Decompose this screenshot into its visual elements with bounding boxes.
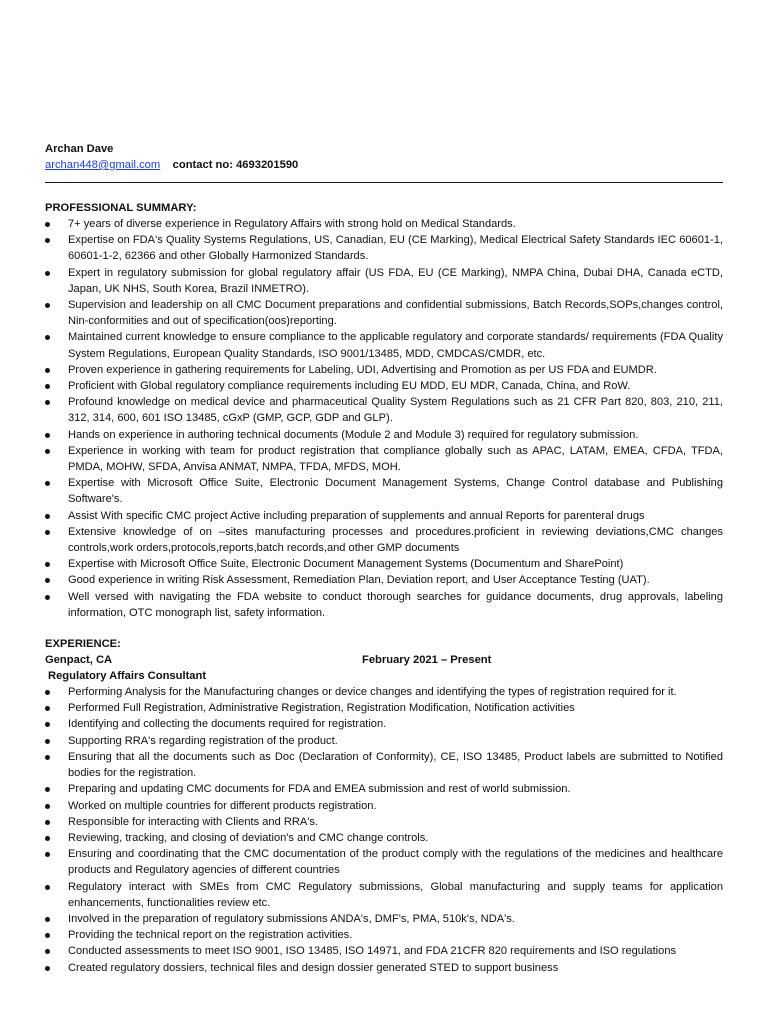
- list-item-text: Supervision and leadership on all CMC Document preparations and confidential submissions, Batch Records,SOPs,changes control, Nin-conformities and out of specification(oos)reporting.: [68, 299, 723, 328]
- list-item-text: Preparing and updating CMC documents for FDA and EMEA submission and rest of world submission.: [68, 783, 571, 796]
- summary-title: PROFESSIONAL SUMMARY:: [45, 202, 197, 214]
- list-item-text: Supporting RRA's regarding registration of the product.: [68, 734, 338, 747]
- list-item-text: Assist With specific CMC project Active including preparation of supplements and annual Reports for parenteral drugs: [68, 509, 645, 522]
- list-item-text: Providing the technical report on the registration activities.: [68, 929, 353, 942]
- bullet-icon: [45, 433, 50, 438]
- bullet-icon: [45, 303, 50, 308]
- bullet-icon: [45, 949, 50, 954]
- section-gap: [45, 621, 723, 636]
- list-item: [45, 362, 723, 378]
- job-header: [45, 652, 723, 668]
- email-link[interactable]: archan448@gmail.com: [45, 159, 161, 171]
- list-item-text: Regulatory interact with SMEs from CMC Regulatory submissions, Global manufacturing and supply teams for application enhancements, functionalities review etc.: [68, 880, 723, 909]
- list-item-text: Performing Analysis for the Manufacturing changes or device changes and identifying the types of registration required for it.: [68, 686, 677, 699]
- bullet-icon: [45, 335, 50, 340]
- list-item: [45, 394, 723, 426]
- list-item-text: Proven experience in gathering requirements for Labeling, UDI, Advertising and Promotion as per US FDA and EUMDR.: [68, 363, 657, 376]
- bullet-icon: [45, 885, 50, 890]
- bullet-icon: [45, 917, 50, 922]
- list-item-text: Responsible for interacting with Clients and RRA's.: [68, 815, 318, 828]
- list-item: [45, 572, 723, 588]
- list-item-text: Good experience in writing Risk Assessment, Remediation Plan, Deviation report, and User Acceptance Testing (UAT).: [68, 574, 650, 587]
- bullet-icon: [45, 271, 50, 276]
- bullet-icon: [45, 787, 50, 792]
- list-item-text: Expert in regulatory submission for global regulatory affair (US FDA, EU (CE Marking), NMPA China, Dubai DHA, Canada eCTD, Japan, UK NHS, South Korea, Brazil INMETRO).: [68, 266, 723, 295]
- bullet-icon: [45, 852, 50, 857]
- list-item-text: 7+ years of diverse experience in Regulatory Affairs with strong hold on Medical Standards.: [68, 218, 516, 230]
- bullet-icon: [45, 578, 50, 583]
- list-item: [45, 716, 723, 732]
- candidate-name: Archan Dave: [45, 143, 114, 155]
- list-item: [45, 879, 723, 911]
- list-item: [45, 265, 723, 297]
- list-item: [45, 943, 723, 959]
- list-item: [45, 911, 723, 927]
- list-item: [45, 475, 723, 507]
- list-item: [45, 684, 723, 700]
- list-item-text: Identifying and collecting the documents required for registration.: [68, 718, 387, 731]
- list-item: [45, 378, 723, 394]
- list-item-text: Expertise with Microsoft Office Suite, Electronic Document Management Systems, Change Control database and Publishing Software's.: [68, 477, 723, 506]
- contact-label: contact no:: [172, 159, 233, 171]
- list-item: [45, 814, 723, 830]
- list-item-text: Well versed with navigating the FDA website to conduct thorough searches for guidance documents, drug approvals, labeling information, OTC monograph list, safety information.: [68, 590, 723, 619]
- list-item: [45, 427, 723, 443]
- bullet-icon: [45, 368, 50, 373]
- bullet-icon: [45, 530, 50, 535]
- bullet-icon: [45, 238, 50, 243]
- bullet-icon: [45, 739, 50, 744]
- list-item-text: Maintained current knowledge to ensure compliance to the applicable regulatory and corporate standards/ requirements (FDA Quality System Regulations, European Quality Standards, ISO 9001/13485, MDD, CMDCAS/CMDR, etc.: [68, 331, 723, 360]
- list-item-text: Experience in working with team for product registration that compliance globally such as APAC, LATAM, EMEA, CFDA, TFDA, PMDA, MOHW, SFDA, Anvisa ANMAT, NMPA, TFDA, MFDS, MOH.: [68, 444, 723, 474]
- list-item: [45, 297, 723, 329]
- list-item: [45, 733, 723, 749]
- list-item: [45, 589, 723, 621]
- contact-line: [45, 157, 723, 173]
- list-item: [45, 524, 723, 556]
- bullet-icon: [45, 722, 50, 727]
- list-item: [45, 329, 723, 361]
- company-name: Genpact, CA: [45, 654, 113, 667]
- list-item-text: Involved in the preparation of regulatory submissions ANDA's, DMF's, PMA, 510k's, NDA's.: [68, 912, 515, 925]
- bullet-icon: [45, 449, 50, 454]
- list-item: [45, 830, 723, 846]
- list-item-text: Hands on experience in authoring technical documents (Module 2 and Module 3) required for regulatory submission.: [68, 428, 639, 441]
- job-role: Regulatory Affairs Consultant: [48, 670, 207, 683]
- list-item-text: Ensuring and coordinating that the CMC documentation of the product comply with the regulations of the medicines and healthcare products and Regulatory agencies of different countries: [68, 848, 723, 877]
- resume-content: [45, 141, 723, 976]
- bullet-icon: [45, 400, 50, 405]
- bullet-icon: [45, 966, 50, 971]
- list-item-text: Worked on multiple countries for different products registration.: [68, 799, 377, 812]
- bullet-icon: [45, 755, 50, 760]
- list-item: [45, 556, 723, 572]
- bullet-icon: [45, 820, 50, 825]
- bullet-icon: [45, 933, 50, 938]
- list-item: [45, 700, 723, 716]
- divider-rule: [45, 182, 723, 183]
- list-item: [45, 960, 723, 976]
- list-item-text: Created regulatory dossiers, technical files and design dossier generated STED to support business: [68, 961, 559, 974]
- list-item: [45, 749, 723, 781]
- list-item: [45, 216, 723, 232]
- list-item-text: Extensive knowledge of on –sites manufacturing processes and procedures.proficient in reviewing deviations,CMC changes controls,work orders,protocols,reports,batch records,and other GMP documents: [68, 525, 723, 555]
- experience-list: [45, 684, 723, 976]
- bullet-icon: [45, 222, 50, 227]
- bullet-icon: [45, 690, 50, 695]
- list-item-text: Conducted assessments to meet ISO 9001, ISO 13485, ISO 14971, and FDA 21CFR 820 requirements and ISO regulations: [68, 945, 677, 958]
- list-item: [45, 798, 723, 814]
- list-item: [45, 846, 723, 878]
- bullet-icon: [45, 481, 50, 486]
- bullet-icon: [45, 384, 50, 389]
- list-item-text: Reviewing, tracking, and closing of deviation's and CMC change controls.: [68, 831, 429, 844]
- list-item: [45, 443, 723, 475]
- list-item-text: Expertise with Microsoft Office Suite, Electronic Document Management Systems (Documentum and SharePoint): [68, 558, 624, 571]
- experience-title: EXPERIENCE:: [45, 638, 121, 651]
- bullet-icon: [45, 836, 50, 841]
- list-item-text: Ensuring that all the documents such as Doc (Declaration of Conformity), CE, ISO 13485, Product labels are submitted to Notified bodies for the registration.: [68, 750, 723, 780]
- bullet-icon: [45, 562, 50, 567]
- list-item: [45, 927, 723, 943]
- list-item-text: Proficient with Global regulatory compliance requirements including EU MDD, EU MDR, Canada, China, and RoW.: [68, 380, 631, 393]
- list-item-text: Performed Full Registration, Administrative Registration, Registration Modification, Notification activities: [68, 702, 575, 715]
- list-item: [45, 781, 723, 797]
- bullet-icon: [45, 706, 50, 711]
- bullet-icon: [45, 804, 50, 809]
- job-dates: February 2021 – Present: [362, 654, 492, 667]
- list-item: [45, 232, 723, 264]
- list-item-text: Expertise on FDA's Quality Systems Regulations, US, Canadian, EU (CE Marking), Medical Electrical Safety Standards IEC 60601-1, 60601-1-2, 62366 and other Globally Harmonized Standards.: [68, 234, 723, 263]
- summary-list: [45, 216, 723, 621]
- contact-number: 4693201590: [236, 159, 299, 171]
- bullet-icon: [45, 514, 50, 519]
- bullet-icon: [45, 595, 50, 600]
- list-item: [45, 508, 723, 524]
- list-item-text: Profound knowledge on medical device and pharmaceutical Quality System Regulations such as 21 CFR Part 820, 803, 210, 211, 312, 314, 600, 601 ISO 13485, cGxP (GMP, GCP, GDP and GLP).: [68, 396, 723, 425]
